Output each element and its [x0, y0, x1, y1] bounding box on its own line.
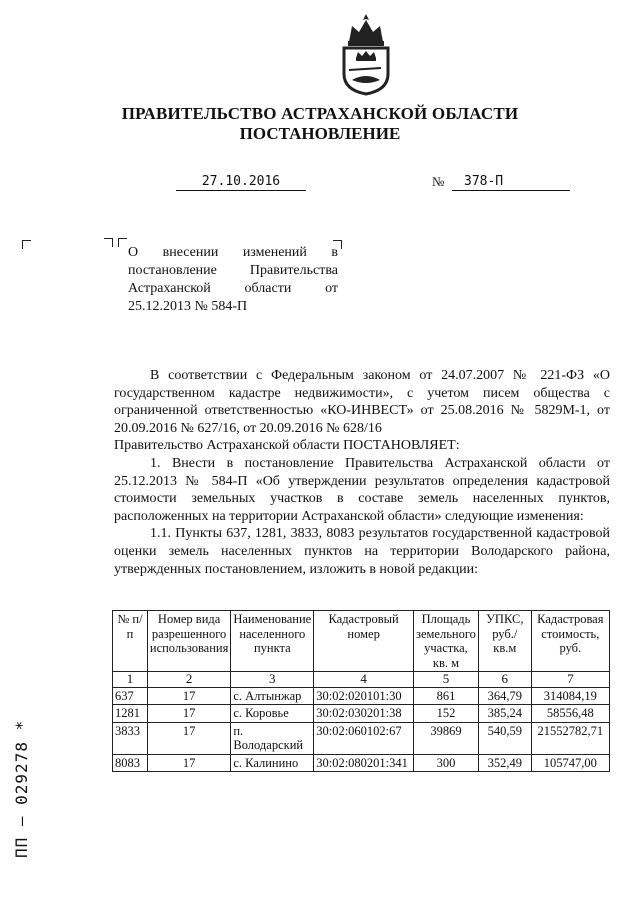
cell-upks: 364,79: [478, 687, 531, 705]
cell-cadastral-value: 314084,19: [531, 687, 609, 705]
cell-upks: 540,59: [478, 722, 531, 754]
cell-use-type: 17: [147, 722, 230, 754]
cell-use-type: 17: [147, 754, 230, 772]
index-cell: 1: [113, 672, 148, 688]
document-type: ПОСТАНОВЛЕНИЕ: [239, 124, 401, 143]
table-row: [113, 705, 610, 723]
header-cell-settlement: Наименование населенного пункта: [231, 611, 314, 672]
cell-number: 8083: [113, 754, 148, 772]
body-paragraph-item-1-1: 1.1. Пункты 637, 1281, 3833, 8083 результатов государственной кадастровой оценки земель населенных пунктов на территории Володарского района, утвержденных постановлением, изложить в новой редакции:: [114, 526, 610, 577]
document-number: 378-П: [452, 174, 570, 191]
index-cell: 6: [478, 672, 531, 688]
table-row: [113, 722, 610, 754]
header-cell-cadastral-number: Кадастровый номер: [314, 611, 414, 672]
cell-area: 152: [414, 705, 479, 723]
cell-settlement: с. Алтынжар: [231, 687, 314, 705]
index-cell: 5: [414, 672, 479, 688]
body-paragraph-resolves: Правительство Астраханской области ПОСТАНОВЛЯЕТ:: [114, 438, 460, 454]
table-header-row: [113, 611, 610, 672]
cell-area: 861: [414, 687, 479, 705]
cell-cadastral-number: 30:02:020101:30: [314, 687, 414, 705]
corner-mark: [118, 238, 127, 247]
number-sign: №: [432, 174, 445, 189]
document-date: 27.10.2016: [176, 174, 306, 191]
document-body: [114, 367, 610, 578]
cell-settlement: п. Володарский: [231, 722, 314, 754]
header-cell-cadastral-value: Кадастровая стоимость, руб.: [531, 611, 609, 672]
cell-upks: 352,49: [478, 754, 531, 772]
body-paragraph-legal-basis: В соответствии с Федеральным законом от 24.07.2007 № 221-ФЗ «О государственном кадастре недвижимости», с учетом писем общества с ограниченной ответственностью «КО-ИНВЕСТ» от 25.08.2016 № 5829М-1, от 20.09.2016 № 627/16, от 20.09.2016 № 628/16: [114, 368, 610, 436]
document-subject: О внесении изменений в постановление Правительства Астраханской области от 25.12.2013 № 584-П: [128, 245, 338, 314]
cell-upks: 385,24: [478, 705, 531, 723]
cell-use-type: 17: [147, 705, 230, 723]
cell-cadastral-value: 105747,00: [531, 754, 609, 772]
corner-mark: [22, 240, 31, 249]
header-cell-use-type: Номер вида разрешенного использования: [147, 611, 230, 672]
cell-cadastral-number: 30:02:080201:341: [314, 754, 414, 772]
body-paragraph-item-1: 1. Внести в постановление Правительства Астраханской области от 25.12.2013 № 584-П «Об утверждении результатов определения кадастровой стоимости земельных участков в составе земель населенных пунктов, расположенных на территории Астраханской области» следующие изменения:: [114, 455, 610, 524]
cell-cadastral-number: 30:02:060102:67: [314, 722, 414, 754]
government-title: ПРАВИТЕЛЬСТВО АСТРАХАНСКОЙ ОБЛАСТИ: [121, 104, 519, 123]
cell-settlement: с. Калинино: [231, 754, 314, 772]
cell-number: 1281: [113, 705, 148, 723]
corner-mark: [104, 238, 113, 247]
cell-settlement: с. Коровье: [231, 705, 314, 723]
index-cell: 3: [231, 672, 314, 688]
cell-number: 3833: [113, 722, 148, 754]
table-index-row: [113, 672, 610, 688]
cell-area: 300: [414, 754, 479, 772]
index-cell: 7: [531, 672, 609, 688]
header-cell-upks: УПКС, руб./кв.м: [478, 611, 531, 672]
coat-of-arms-emblem: [335, 12, 397, 96]
header-cell-number: № п/п: [113, 611, 148, 672]
cell-cadastral-number: 30:02:030201:38: [314, 705, 414, 723]
table-row: [113, 687, 610, 705]
cell-number: 637: [113, 687, 148, 705]
form-serial-stamp: ПП – 029278 *: [12, 719, 31, 858]
index-cell: 2: [147, 672, 230, 688]
table-row: [113, 754, 610, 772]
index-cell: 4: [314, 672, 414, 688]
header-cell-area: Площадь земельного участка, кв. м: [414, 611, 479, 672]
cell-cadastral-value: 21552782,71: [531, 722, 609, 754]
cell-cadastral-value: 58556,48: [531, 705, 609, 723]
cadastral-table: [112, 610, 610, 772]
cell-area: 39869: [414, 722, 479, 754]
cell-use-type: 17: [147, 687, 230, 705]
